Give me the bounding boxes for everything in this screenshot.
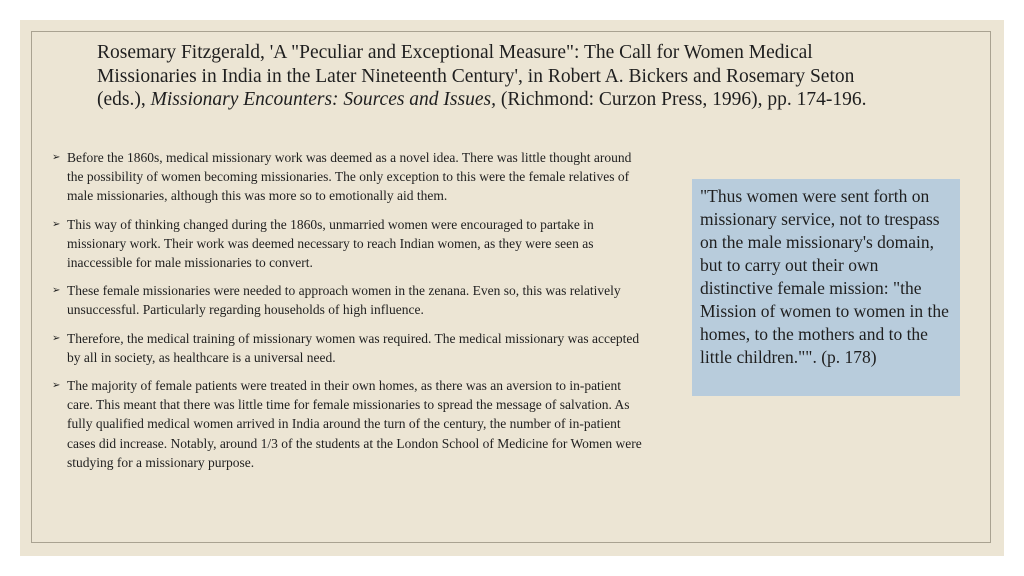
bullet-text: This way of thinking changed during the 1860s, unmarried women were encouraged to partake in missionary work. Their work was deemed necessary to reach Indian women, as they were seen as inaccessible for male missionaries to convert. [67, 216, 594, 271]
quote-text: "Thus women were sent forth on missionary service, not to trespass on the male missionary's domain, but to carry out their own distinctive female mission: "the Mission of women to women in the homes, to the mothers and to the little children."". (p. 178) [700, 186, 949, 367]
citation-book-title: Missionary Encounters: Sources and Issues, [150, 89, 496, 110]
bullet-text: These female missionaries were needed to approach women in the zenana. Even so, this was relatively unsuccessful. Particularly regarding households of high influence. [67, 283, 621, 318]
bullet-text: Therefore, the medical training of missionary women was required. The medical missionary was accepted by all in society, as healthcare is a universal need. [67, 330, 640, 365]
arrow-bullet-icon: ➢ [52, 152, 61, 163]
list-item [52, 376, 645, 472]
quote-box [692, 179, 960, 396]
citation-text: Rosemary Fitzgerald, 'A "Peculiar and Exceptional Measure": The Call for Women Medical Missionaries in India in the Later Nineteenth Century', in Robert A. Bickers and Rosemary Seton (eds.), [97, 42, 855, 110]
citation-publication: (Richmond: Curzon Press, 1996), pp. 174-196. [495, 89, 867, 110]
bullet-text: The majority of female patients were treated in their own homes, as there was an aversion to in-patient care. This meant that there was little time for female missionaries to spread the message of salvation. As fully qualified medical women arrived in India around the turn of the century, the number of in-patient cases did increase. Notably, around 1/3 of the students at the London School of Medicine for Women were studying for a missionary purpose. [67, 378, 642, 470]
list-item [52, 281, 645, 319]
citation-heading [97, 41, 907, 112]
arrow-bullet-icon: ➢ [52, 380, 61, 392]
list-item [52, 329, 645, 367]
slide [20, 20, 1004, 556]
list-item [52, 215, 645, 273]
arrow-bullet-icon: ➢ [52, 218, 61, 230]
arrow-bullet-icon: ➢ [52, 332, 61, 344]
bullet-list [52, 148, 645, 481]
arrow-bullet-icon: ➢ [52, 285, 61, 297]
bullet-text: Before the 1860s, medical missionary work was deemed as a novel idea. There was little thought around the possibility of women becoming missionaries. The only exception to this were the female relatives of male missionaries, although this was more so to emotionally aid them. [67, 150, 632, 204]
list-item [52, 148, 645, 206]
